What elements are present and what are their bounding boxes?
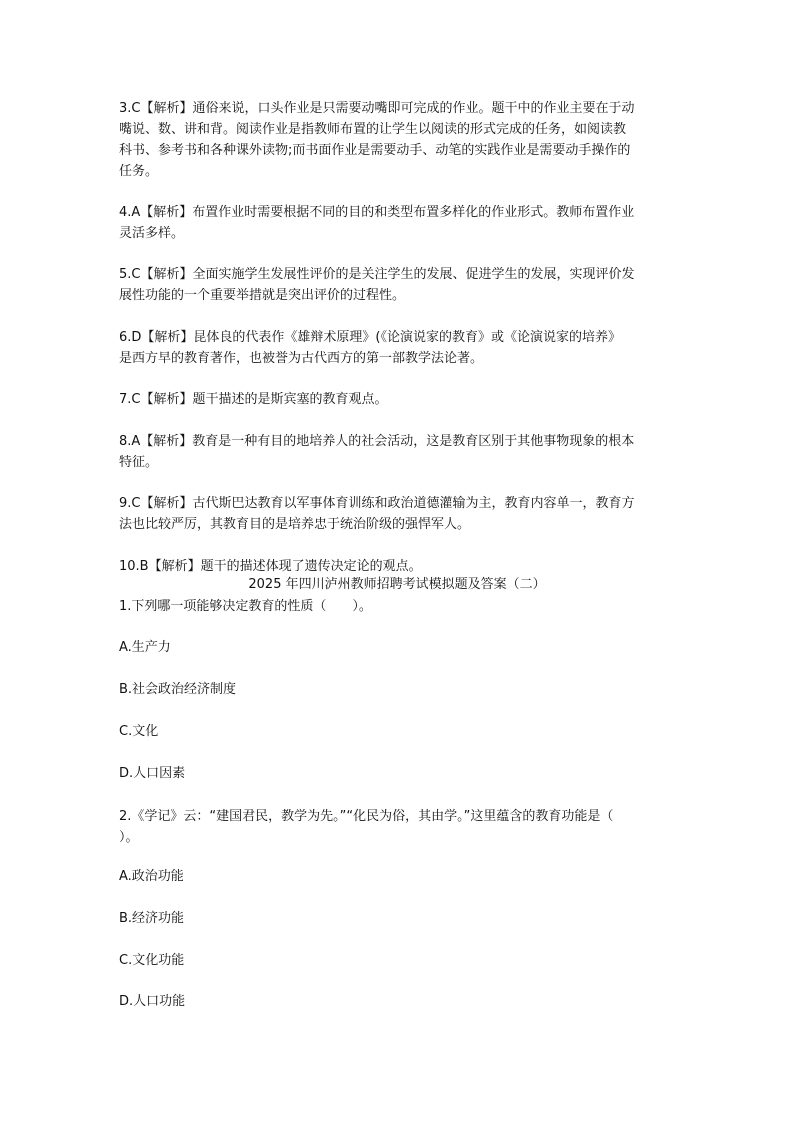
- text-line: 7.C【解析】题干描述的是斯宾塞的教育观点。: [119, 392, 388, 407]
- text-line: 3.C【解析】通俗来说，口头作业是只需要动嘴即可完成的作业。题干中的作业主要在于动: [119, 101, 635, 116]
- answer-explanation-5: [119, 264, 679, 306]
- answer-explanation-8: [119, 431, 679, 473]
- answer-explanation-3: [119, 98, 679, 182]
- section-title: 2025 年四川泸州教师招聘考试模拟题及答案（二）: [248, 577, 546, 592]
- question-2-option-b: B.经济功能: [119, 911, 185, 926]
- question-1-option-c: C.文化: [119, 724, 159, 739]
- question-2-option-a: A.政治功能: [119, 869, 184, 884]
- answer-explanation-6: [119, 327, 679, 369]
- question-1-option-a: A.生产力: [119, 640, 171, 655]
- question-2-option-c: C.文化功能: [119, 953, 185, 968]
- text-line: 展性功能的一个重要举措就是突出评价的过程性。: [119, 288, 406, 303]
- question-2-option-d: D.人口功能: [119, 994, 186, 1009]
- text-line: 10.B【解析】题干的描述体现了遗传决定论的观点。: [119, 559, 422, 574]
- text-line: 任务。: [119, 164, 159, 179]
- text-line: 5.C【解析】全面实施学生发展性评价的是关注学生的发展、促进学生的发展，实现评价发: [119, 267, 635, 282]
- answer-explanation-9: [119, 493, 679, 535]
- answer-explanation-4: [119, 202, 679, 244]
- text-line: 6.D【解析】昆体良的代表作《雄辩术原理》(《论演说家的教育》或《论演说家的培养》: [119, 330, 621, 345]
- question-1-option-d: D.人口因素: [119, 766, 186, 781]
- text-line: 是西方早的教育著作，也被誉为古代西方的第一部教学法论著。: [119, 351, 484, 366]
- text-line: 灵活多样。: [119, 226, 185, 241]
- text-line: 特征。: [119, 455, 159, 470]
- text-line: 4.A【解析】布置作业时需要根据不同的目的和类型布置多样化的作业形式。教师布置作业: [119, 205, 635, 220]
- text-line: 法也比较严厉，其教育目的是培养忠于统治阶级的强悍军人。: [119, 517, 471, 532]
- text-line: 嘴说、数、讲和背。阅读作业是指教师布置的让学生以阅读的形式完成的任务，如阅读教: [119, 122, 627, 137]
- text-line: 2.《学记》云：“建国君民，教学为先。”“化民为俗，其由学。”这里蕴含的教育功能是（: [119, 809, 614, 824]
- question-1-option-b: B.社会政治经济制度: [119, 682, 237, 697]
- text-line: 9.C【解析】古代斯巴达教育以军事体育训练和政治道德灌输为主，教育内容单一，教育方: [119, 496, 635, 511]
- text-line: 8.A【解析】教育是一种有目的地培养人的社会活动，这是教育区别于其他事物现象的根本: [119, 434, 635, 449]
- question-2-stem: [119, 806, 679, 848]
- answer-explanation-7: [119, 389, 679, 410]
- text-line: 科书、参考书和各种课外读物;而书面作业是需要动手、动笔的实践作业是需要动手操作的: [119, 143, 631, 158]
- answer-explanation-10: [119, 556, 679, 577]
- question-1-stem: 1.下列哪一项能够决定教育的性质（ ）。: [119, 599, 372, 614]
- text-line: ）。: [119, 830, 139, 845]
